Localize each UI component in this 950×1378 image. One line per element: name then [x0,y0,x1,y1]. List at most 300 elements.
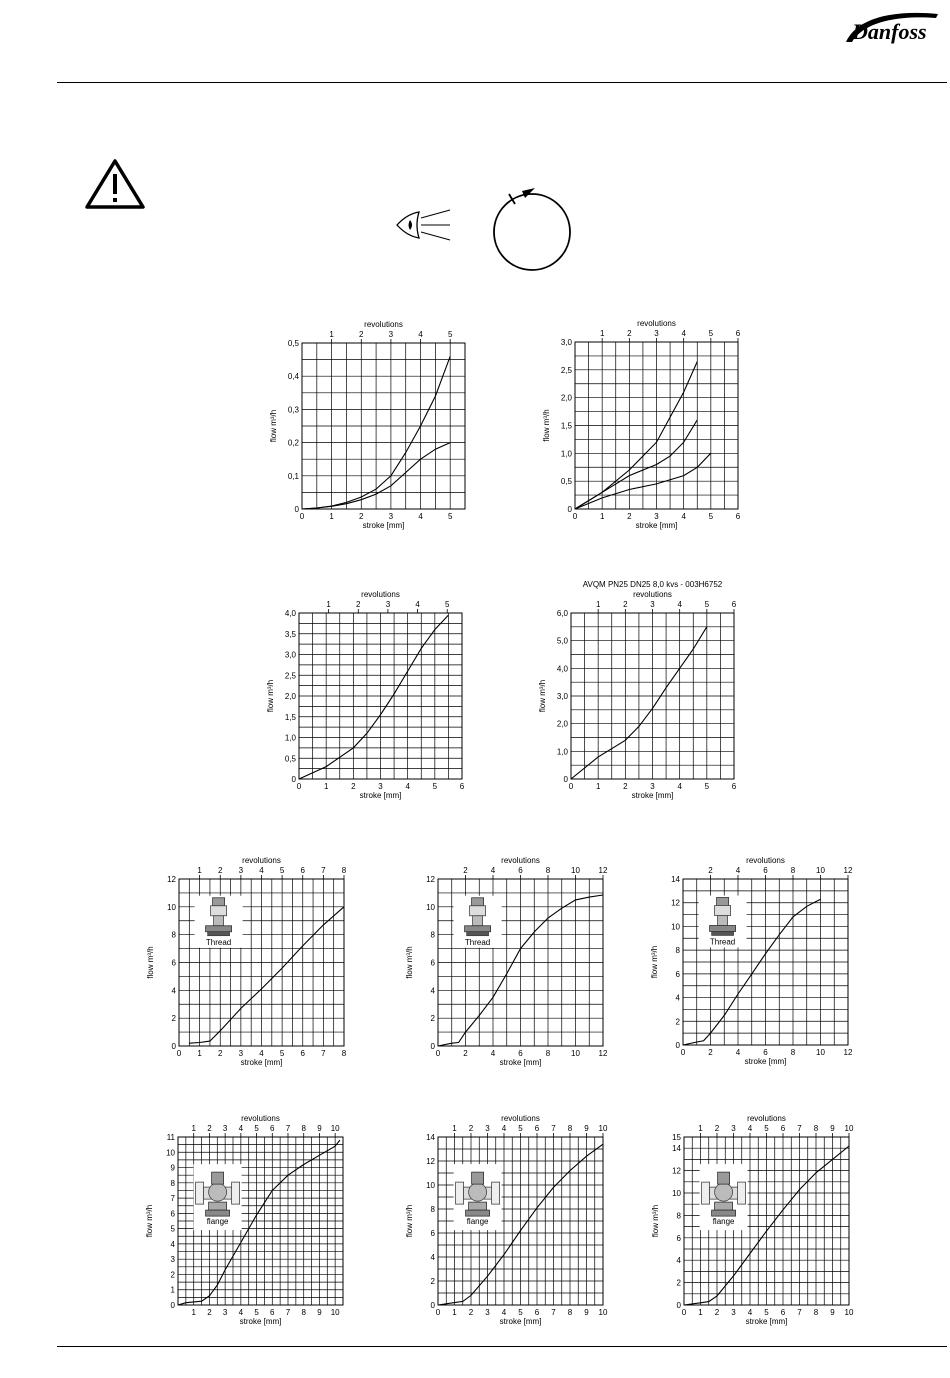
x-tick-label: 3 [654,512,659,521]
top-tick-label: 5 [444,600,450,609]
y-tick-label: 14 [426,1133,435,1142]
y-axis-label: flow m³/h [538,679,547,713]
y-tick-label: 3,0 [560,338,572,347]
valve-label: flange [712,1217,735,1227]
x-tick-label: 3 [650,782,655,791]
y-tick-label: 8 [675,946,680,956]
top-tick-label: 4 [418,330,423,339]
x-tick-label: 8 [545,1049,551,1058]
x-tick-label: 10 [330,1308,340,1317]
top-tick-label: 12 [843,866,853,875]
chart-svg [404,1106,614,1334]
y-tick-label: 12 [167,875,176,884]
x-tick-label: 5 [447,512,453,521]
top-axis-label: revolutions [637,319,676,328]
top-tick-label: 5 [254,1124,259,1133]
brand-name: Danfoss [852,19,927,44]
top-tick-label: 1 [197,866,202,875]
y-tick-label: 6 [170,1209,175,1219]
chart-svg [145,1106,358,1334]
y-tick-label: 2 [170,1270,175,1280]
y-tick-label: 2,0 [560,393,572,403]
top-tick-label: 5 [764,1124,769,1133]
top-tick-label: 3 [388,330,394,339]
x-tick-label: 8 [567,1308,573,1317]
y-tick-label: 8 [171,930,176,940]
x-tick-label: 2 [468,1308,474,1317]
grid [299,613,462,779]
y-tick-label: 9 [170,1163,175,1173]
x-axis-label: stroke [mm] [359,791,402,800]
y-tick-label: 4,0 [284,609,296,618]
top-tick-label: 8 [790,866,796,875]
y-tick-label: 7 [170,1194,175,1204]
y-tick-label: 8 [430,1205,435,1214]
top-tick-label: 3 [385,600,391,609]
y-tick-label: 3 [170,1255,175,1265]
rotation-view-diagram [395,180,585,275]
x-tick-label: 2 [218,1049,223,1058]
y-tick-label: 0,2 [287,438,299,448]
top-tick-label: 10 [571,866,580,875]
x-tick-label: 2 [714,1308,720,1317]
top-tick-label: 12 [598,866,608,875]
top-tick-label: 3 [222,1124,228,1133]
top-tick-label: 5 [279,866,285,875]
x-tick-label: 10 [598,1308,608,1317]
chart-3 [262,582,482,804]
y-axis-label: flow m³/h [405,946,414,979]
x-tick-label: 5 [704,782,710,791]
y-tick-label: 4 [430,1253,435,1262]
y-tick-label: 4 [676,1256,681,1266]
top-tick-label: 3 [654,329,659,338]
x-tick-label: 1 [595,782,601,791]
x-tick-label: 1 [599,512,605,521]
x-tick-label: 6 [300,1049,305,1058]
x-tick-label: 2 [708,1048,713,1057]
y-tick-label: 0 [170,1301,175,1310]
x-tick-label: 4 [501,1308,507,1317]
x-tick-label: 2 [463,1049,468,1058]
top-tick-label: 2 [359,330,364,339]
x-tick-label: 0 [680,1048,686,1057]
x-tick-label: 4 [747,1308,753,1317]
x-tick-label: 3 [238,1049,244,1058]
header-rule [57,82,947,83]
y-tick-label: 12 [672,1166,681,1176]
y-tick-label: 2,5 [560,365,572,375]
x-tick-label: 12 [843,1048,853,1057]
y-tick-label: 5 [170,1224,175,1234]
top-tick-label: 6 [735,329,741,338]
y-tick-label: 10 [167,902,176,912]
x-tick-label: 8 [341,1049,347,1058]
y-axis-label: flow m³/h [269,409,278,443]
top-axis-label: revolutions [501,856,540,865]
y-axis-label: flow m³/h [651,1204,660,1238]
y-tick-label: 6 [171,958,176,968]
y-tick-label: 2,0 [284,692,296,701]
x-tick-label: 1 [698,1308,703,1317]
top-tick-label: 6 [763,866,768,875]
valve-label: Thread [464,937,491,947]
top-tick-label: 7 [797,1124,802,1133]
top-tick-label: 8 [567,1124,573,1133]
y-tick-label: 2 [430,1277,435,1286]
y-tick-label: 0,4 [287,372,299,382]
x-axis-label: stroke [mm] [240,1058,283,1067]
y-tick-label: 0 [563,775,568,784]
chart-svg [535,310,755,535]
top-tick-label: 3 [650,600,655,609]
chart-1 [262,312,482,532]
danfoss-logo [838,6,944,50]
y-axis-label: flow m³/h [542,409,551,442]
y-tick-label: 0 [171,1042,176,1051]
top-tick-label: 1 [326,600,331,609]
y-tick-label: 12 [426,875,435,884]
x-tick-label: 2 [359,512,364,521]
x-tick-label: 7 [285,1308,291,1317]
x-tick-label: 7 [321,1049,326,1058]
y-tick-label: 0 [430,1042,435,1051]
top-tick-label: 1 [191,1124,196,1133]
x-axis-label: stroke [mm] [362,521,405,530]
top-tick-label: 3 [731,1124,736,1133]
top-tick-label: 5 [708,329,714,338]
chart-6 [402,848,612,1076]
x-tick-label: 4 [405,782,410,791]
top-axis-label: revolutions [746,856,785,865]
x-tick-label: 5 [764,1308,769,1317]
x-tick-label: 1 [191,1308,196,1317]
chart-4 [532,576,754,804]
top-tick-label: 2 [463,866,468,875]
top-tick-label: 7 [321,866,326,875]
x-tick-label: 0 [681,1308,687,1317]
y-tick-label: 1,0 [284,733,296,743]
x-tick-label: 2 [207,1308,212,1317]
top-tick-label: 8 [341,866,347,875]
grid [571,613,734,779]
y-axis-label: flow m³/h [145,1204,154,1238]
top-tick-label: 9 [830,1124,835,1133]
y-tick-label: 1,5 [560,421,572,431]
top-tick-label: 4 [735,866,741,875]
x-tick-label: 0 [435,1308,441,1317]
top-tick-label: 2 [218,866,223,875]
y-axis-label: flow m³/h [146,946,155,979]
y-tick-label: 4 [430,986,435,996]
top-tick-label: 1 [452,1124,457,1133]
top-tick-label: 3 [238,866,244,875]
y-tick-label: 0 [294,505,299,514]
y-tick-label: 1,0 [560,449,572,459]
top-tick-label: 4 [259,866,264,875]
top-tick-label: 4 [501,1124,507,1133]
top-tick-label: 9 [584,1124,589,1133]
x-tick-label: 4 [418,512,423,521]
chart-9 [404,1106,614,1334]
y-tick-label: 14 [672,1144,681,1154]
x-tick-label: 8 [301,1308,306,1317]
top-tick-label: 7 [551,1124,556,1133]
y-tick-label: 10 [426,1181,435,1190]
chart-10 [648,1106,858,1334]
top-tick-label: 4 [681,329,686,338]
x-tick-label: 3 [222,1308,228,1317]
y-tick-label: 11 [166,1133,175,1142]
x-tick-label: 12 [598,1049,608,1058]
x-tick-label: 5 [518,1308,523,1317]
x-tick-label: 5 [432,782,438,791]
top-tick-label: 2 [207,1124,212,1133]
y-tick-label: 3,0 [556,692,568,701]
x-tick-label: 3 [388,512,394,521]
top-tick-label: 2 [627,329,632,338]
top-axis-label: revolutions [241,1114,280,1123]
x-tick-label: 0 [568,782,574,791]
x-tick-label: 0 [435,1049,441,1058]
chart-svg [648,1106,858,1334]
x-tick-label: 0 [296,782,302,791]
x-tick-label: 0 [176,1049,182,1058]
x-tick-label: 9 [584,1308,589,1317]
top-tick-label: 6 [731,600,737,609]
y-tick-label: 0,5 [287,339,299,348]
top-tick-label: 6 [300,866,305,875]
y-tick-label: 2 [171,1014,176,1024]
x-tick-label: 10 [571,1049,580,1058]
chart-svg [402,848,612,1076]
top-axis-label: revolutions [242,856,281,865]
x-tick-label: 2 [627,512,632,521]
top-tick-label: 5 [447,330,453,339]
valve-label: Thread [709,937,736,947]
x-tick-label: 4 [677,782,682,791]
x-tick-label: 6 [270,1308,275,1317]
valve-label: flange [206,1217,229,1227]
chart-8 [145,1106,358,1334]
chart-svg [262,582,482,804]
x-tick-label: 1 [452,1308,457,1317]
y-tick-label: 1 [170,1285,175,1295]
top-tick-label: 2 [708,866,713,875]
x-tick-label: 0 [572,512,578,521]
x-tick-label: 10 [816,1048,825,1057]
x-tick-label: 4 [490,1049,496,1058]
grid [302,343,465,509]
x-tick-label: 5 [708,512,714,521]
top-tick-label: 2 [468,1124,474,1133]
x-tick-label: 1 [323,782,329,791]
y-tick-label: 2,5 [284,671,296,681]
x-tick-label: 3 [378,782,383,791]
top-tick-label: 4 [238,1124,244,1133]
chart-5 [148,848,358,1076]
x-tick-label: 9 [317,1308,322,1317]
top-tick-label: 10 [844,1124,854,1133]
y-tick-label: 2,0 [556,719,568,729]
x-tick-label: 6 [763,1048,768,1057]
top-axis-label: revolutions [747,1114,786,1123]
y-tick-label: 2 [676,1278,681,1288]
footer-rule [57,1346,947,1347]
top-tick-label: 8 [813,1124,819,1133]
top-tick-label: 8 [301,1124,306,1133]
x-axis-label: stroke [mm] [744,1057,787,1066]
y-tick-label: 3,5 [284,629,296,639]
y-tick-label: 4 [171,986,176,996]
y-tick-label: 6 [430,958,435,968]
top-tick-label: 3 [485,1124,490,1133]
y-tick-label: 4 [675,993,680,1003]
x-tick-label: 9 [830,1308,835,1317]
series-line [299,615,448,779]
y-tick-label: 1,5 [284,712,296,722]
valve-label: Thread [205,937,232,947]
x-tick-label: 6 [518,1049,523,1058]
y-tick-label: 5,0 [556,636,568,646]
y-tick-label: 0,1 [287,471,299,481]
x-tick-label: 4 [259,1049,264,1058]
x-tick-label: 3 [485,1308,490,1317]
x-tick-label: 4 [735,1048,741,1057]
y-tick-label: 14 [671,875,680,884]
y-tick-label: 15 [672,1133,681,1142]
y-tick-label: 10 [671,922,680,932]
y-axis-label: flow m³/h [405,1204,414,1238]
warning-triangle-icon [83,157,147,211]
top-tick-label: 4 [677,600,682,609]
valve-label: flange [466,1217,489,1227]
x-tick-label: 4 [238,1308,244,1317]
x-tick-label: 2 [623,782,628,791]
y-tick-label: 2 [430,1014,435,1024]
x-tick-label: 7 [551,1308,556,1317]
x-tick-label: 3 [731,1308,736,1317]
x-axis-label: stroke [mm] [499,1058,542,1067]
x-axis-label: stroke [mm] [635,521,678,530]
top-axis-label: revolutions [633,590,672,599]
x-tick-label: 5 [279,1049,285,1058]
y-tick-label: 0 [675,1041,680,1050]
top-tick-label: 8 [545,866,551,875]
x-tick-label: 0 [299,512,305,521]
y-tick-label: 2 [675,1017,680,1027]
top-tick-label: 1 [595,600,601,609]
x-axis-label: stroke [mm] [631,791,674,800]
y-tick-label: 8 [676,1211,681,1221]
y-tick-label: 12 [426,1157,435,1166]
y-tick-label: 0,5 [560,477,572,487]
x-tick-label: 8 [813,1308,819,1317]
y-tick-label: 1,0 [556,747,568,757]
x-tick-label: 10 [844,1308,854,1317]
y-tick-label: 6 [675,969,680,979]
y-tick-label: 3,0 [284,650,296,660]
chart-svg [262,312,482,532]
y-tick-label: 10 [672,1189,681,1198]
x-axis-label: stroke [mm] [239,1317,282,1326]
y-tick-label: 10 [426,902,435,912]
top-tick-label: 10 [816,866,825,875]
top-tick-label: 2 [714,1124,720,1133]
chart-2 [535,310,755,535]
chart-svg [648,848,858,1076]
top-tick-label: 1 [698,1124,703,1133]
x-tick-label: 2 [351,782,356,791]
y-tick-label: 8 [170,1178,175,1188]
top-tick-label: 4 [415,600,420,609]
y-tick-label: 0 [430,1301,435,1310]
x-tick-label: 1 [197,1049,202,1058]
top-tick-label: 2 [356,600,361,609]
top-tick-label: 5 [518,1124,523,1133]
top-tick-label: 4 [490,866,496,875]
y-tick-label: 0 [567,505,572,514]
y-tick-label: 6 [676,1233,681,1243]
top-tick-label: 6 [780,1124,786,1133]
top-tick-label: 2 [623,600,628,609]
top-tick-label: 10 [330,1124,340,1133]
top-axis-label: revolutions [364,320,403,329]
chart-svg [532,576,754,804]
x-tick-label: 7 [797,1308,802,1317]
top-tick-label: 1 [329,330,334,339]
x-tick-label: 6 [534,1308,540,1317]
rotation-circle-icon [494,188,570,270]
y-tick-label: 6,0 [556,609,568,618]
y-tick-label: 8 [430,930,435,940]
chart-7 [648,848,858,1076]
x-tick-label: 6 [780,1308,786,1317]
y-axis-label: flow m³/h [266,679,275,713]
y-tick-label: 12 [671,898,680,908]
x-tick-label: 6 [731,782,737,791]
top-axis-label: revolutions [361,590,400,599]
top-tick-label: 6 [518,866,523,875]
x-tick-label: 8 [790,1048,796,1057]
y-tick-label: 4 [170,1239,175,1249]
top-tick-label: 10 [598,1124,608,1133]
top-tick-label: 7 [285,1124,291,1133]
series-line [575,420,697,509]
x-tick-label: 6 [459,782,465,791]
y-tick-label: 0 [676,1301,681,1310]
top-tick-label: 1 [599,329,605,338]
top-tick-label: 6 [270,1124,275,1133]
top-tick-label: 6 [534,1124,540,1133]
chart-svg [148,848,358,1076]
y-tick-label: 6 [430,1229,435,1238]
top-tick-label: 5 [704,600,710,609]
x-axis-label: stroke [mm] [745,1317,788,1326]
y-tick-label: 10 [166,1148,175,1158]
top-tick-label: 9 [317,1124,322,1133]
x-tick-label: 1 [329,512,334,521]
y-tick-label: 0,5 [284,754,296,764]
top-tick-label: 4 [747,1124,753,1133]
y-tick-label: 0,3 [287,405,299,415]
x-axis-label: stroke [mm] [499,1317,542,1326]
y-tick-label: 4,0 [556,664,568,674]
x-tick-label: 4 [681,512,686,521]
y-axis-label: flow m³/h [650,945,659,979]
chart-title: AVQM PN25 DN25 8,0 kvs - 003H6752 [582,580,723,589]
x-tick-label: 6 [735,512,741,521]
